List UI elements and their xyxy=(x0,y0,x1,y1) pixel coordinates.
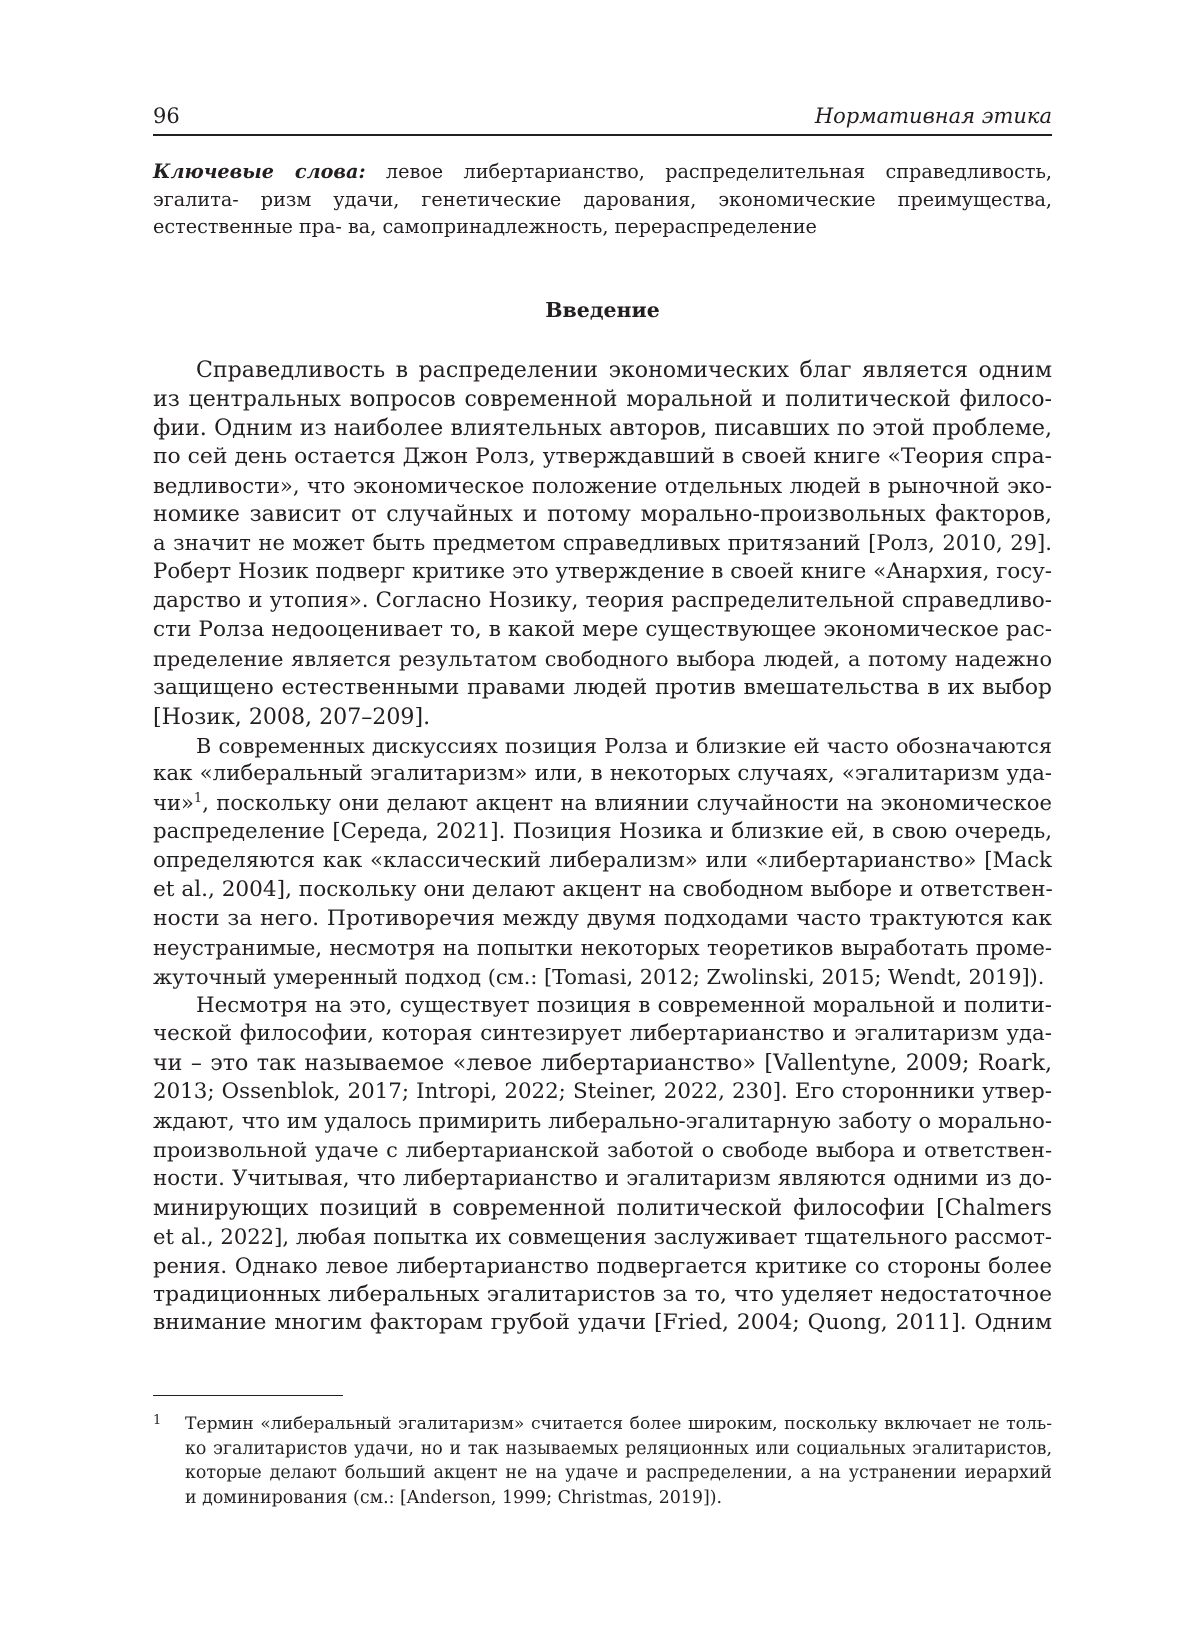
footnote-line: ко эгалитаристов удачи, но и так называемых реляционных или социальных эгалитаристов, xyxy=(185,1438,1052,1459)
body-line: номике зависит от случайных и потому морально-произвольных факторов, xyxy=(153,501,1052,528)
keywords-block xyxy=(153,158,1052,241)
footnote-reference[interactable]: 1 xyxy=(193,791,203,807)
page-number: 96 xyxy=(153,104,180,128)
body-line: чи – это так называемое «левое либертарианство» [Vallentyne, 2009; Roark, xyxy=(153,1050,1052,1077)
body-line: жуточный умеренный подход (см.: [Tomasi, 2012; Zwolinski, 2015; Wendt, 2019]). xyxy=(153,964,1045,989)
footnote-line: Термин «либеральный эгалитаризм» считается более широким, поскольку включает не толь- xyxy=(185,1414,1052,1434)
body-line: традиционных либеральных эгалитаристов за то, что уделяет недостаточное xyxy=(153,1281,1052,1307)
body-line-start: чи» xyxy=(153,790,194,816)
footnote-line: и доминирования (см.: [Anderson, 1999; Christmas, 2019]). xyxy=(185,1487,723,1508)
footnote xyxy=(153,1412,1052,1510)
body-text xyxy=(153,356,1052,1338)
keywords-line: ризм удачи, генетические дарования, экономические преимущества, естественные пра- xyxy=(153,187,1052,238)
body-line: из центральных вопросов современной моральной и политической филосо- xyxy=(153,385,1052,412)
body-line-with-footnote xyxy=(153,789,1052,818)
body-line: а значит не может быть предметом справедливых притязаний [Ролз, 2010, 29]. xyxy=(153,530,1052,556)
body-line: [Нозик, 2008, 207–209]. xyxy=(153,703,431,730)
body-line: пределение является результатом свободного выбора людей, а потому надежно xyxy=(153,646,1052,671)
body-line: произвольной удаче с либертарианской заботой о свободе выбора и ответствен- xyxy=(153,1138,1052,1163)
body-line: защищено естественными правами людей против вмешательства в их выбор xyxy=(153,674,1052,700)
running-head: Нормативная этика xyxy=(814,104,1052,128)
body-line: неустранимые, несмотря на попытки некоторых теоретиков выработать проме- xyxy=(153,934,1052,960)
keywords-line: левое либертарианство, распределительная справедливость, эгалита- xyxy=(153,160,1052,211)
body-line: минирующих позиций в современной политической философии [Chalmers xyxy=(153,1194,1052,1221)
body-line: дарство и утопия». Согласно Нозику, теория распределительной справедливо- xyxy=(153,588,1052,614)
body-line: как «либеральный эгалитаризм» или, в некоторых случаях, «эгалитаризм уда- xyxy=(153,761,1052,787)
body-line: внимание многим факторам грубой удачи [Fried, 2004; Quong, 2011]. Одним xyxy=(153,1310,1052,1336)
body-line: рения. Однако левое либертарианство подвергается критике со стороны более xyxy=(153,1252,1052,1278)
body-line: Несмотря на это, существует позиция в современной моральной и полити- xyxy=(196,992,1052,1018)
section-title: Введение xyxy=(545,298,660,322)
footnote-divider xyxy=(153,1395,343,1396)
body-line: В современных дискуссиях позиция Ролза и близкие ей часто обозначаются xyxy=(196,733,1052,758)
body-line: Справедливость в распределении экономических благ является одним xyxy=(196,357,1052,383)
body-line: ческой философии, которая синтезирует либертарианство и эгалитаризм уда- xyxy=(153,1021,1052,1047)
body-line-end: , поскольку они делают акцент на влиянии случайности на экономическое xyxy=(202,790,1052,816)
body-line: распределение [Середа, 2021]. Позиция Нозика и близкие ей, в свою очередь, xyxy=(153,819,1052,845)
body-line: 2013; Ossenblok, 2017; Intropi, 2022; Steiner, 2022, 230]. Его сторонники утвер- xyxy=(153,1079,1052,1105)
body-line: по сей день остается Джон Ролз, утверждавший в своей книге «Теория спра- xyxy=(153,443,1052,469)
keywords-line: ва, самопринадлежность, перераспределение xyxy=(348,215,817,238)
body-line: сти Ролза недооценивает то, в какой мере существующее экономическое рас- xyxy=(153,617,1052,643)
page-header xyxy=(153,104,1052,136)
body-line: определяются как «классический либерализм» или «либертарианство» [Mack xyxy=(153,848,1052,874)
footnote-marker: 1 xyxy=(153,1413,162,1428)
body-line: ведливости», что экономическое положение отдельных людей в рыночной эко- xyxy=(153,472,1052,498)
body-line: фии. Одним из наиболее влиятельных авторов, писавших по этой проблеме, xyxy=(153,414,1052,441)
body-line: Роберт Нозик подверг критике это утверждение в своей книге «Анархия, госу- xyxy=(153,559,1052,585)
body-line: et al., 2004], поскольку они делают акцент на свободном выборе и ответствен- xyxy=(153,877,1053,903)
body-line: ности. Учитывая, что либертарианство и эгалитаризм являются одними из до- xyxy=(153,1165,1052,1191)
body-line: ждают, что им удалось примирить либерально-эгалитарную заботу о морально- xyxy=(153,1108,1052,1134)
footnote-line: которые делают больший акцент не на удаче и распределении, а на устранении иерархий xyxy=(185,1463,1052,1483)
keywords-label: Ключевые слова: xyxy=(153,160,366,183)
body-line: ности за него. Противоречия между двумя подходами часто трактуются как xyxy=(153,905,1052,931)
body-line: et al., 2022], любая попытка их совмещения заслуживает тщательного рассмот- xyxy=(153,1223,1052,1249)
